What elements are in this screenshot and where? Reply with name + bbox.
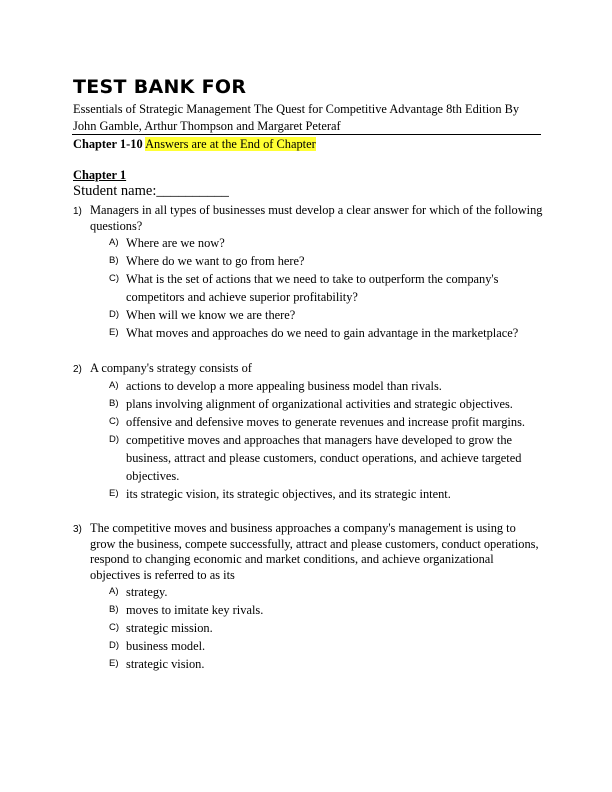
option-text: Where are we now? — [126, 236, 225, 251]
document-title: TEST BANK FOR — [73, 76, 247, 98]
answer-option — [109, 270, 531, 306]
answer-option — [109, 601, 531, 619]
option-letter: B) — [109, 604, 119, 616]
option-text: What is the set of actions that we need to take to outperform the company's competitors and achieve superior profitability? — [126, 272, 499, 305]
option-text: When will we know we are there? — [126, 308, 296, 323]
answer-option — [109, 619, 531, 637]
option-letter: E) — [109, 658, 119, 670]
question-3 — [73, 521, 543, 673]
option-text: strategy. — [126, 585, 168, 600]
option-letter: C) — [109, 622, 120, 634]
header-divider — [72, 134, 541, 135]
option-text: plans involving alignment of organizational activities and strategic objectives. — [126, 396, 513, 411]
option-letter: A) — [109, 379, 119, 391]
answer-option — [109, 431, 531, 485]
answer-option — [109, 306, 531, 324]
question-number: 1) — [73, 206, 82, 217]
question-text: A company's strategy consists of — [90, 361, 252, 375]
option-text: moves to imitate key rivals. — [126, 603, 264, 618]
answer-option — [109, 234, 531, 252]
option-text: actions to develop a more appealing business model than rivals. — [126, 378, 442, 393]
answer-option — [109, 413, 531, 431]
option-letter: C) — [109, 415, 120, 427]
option-text: What moves and approaches do we need to gain advantage in the marketplace? — [126, 326, 519, 341]
question-text: The competitive moves and business approaches a company's management is using to grow the business, compete successfully, attract and please customers, conduct operations, respond to changing economic and market conditions, and achieve organizational objectives is referred to as its — [90, 521, 539, 582]
option-letter: D) — [109, 433, 120, 445]
option-letter: B) — [109, 255, 119, 267]
answer-option — [109, 485, 531, 503]
option-text: competitive moves and approaches that managers have developed to grow the business, attract and please customers, conduct operations, and achieve targeted objectives. — [126, 432, 522, 483]
chapter-heading: Chapter 1 — [73, 168, 127, 182]
option-letter: D) — [109, 309, 120, 321]
answer-note-highlight: Answers are at the End of Chapter — [145, 137, 316, 151]
option-text: its strategic vision, its strategic objectives, and its strategic intent. — [126, 486, 451, 501]
answer-options — [73, 234, 543, 342]
question-number: 3) — [73, 524, 82, 535]
option-text: strategic vision. — [126, 657, 205, 672]
option-letter: C) — [109, 273, 120, 285]
answer-option — [109, 377, 531, 395]
answer-options — [73, 583, 543, 673]
question-1 — [73, 203, 543, 342]
option-text: business model. — [126, 639, 206, 654]
answer-option — [109, 324, 531, 342]
answer-option — [109, 637, 531, 655]
option-letter: A) — [109, 586, 119, 598]
question-number: 2) — [73, 364, 82, 375]
option-text: Where do we want to go from here? — [126, 254, 305, 269]
option-letter: E) — [109, 327, 119, 339]
option-text: offensive and defensive moves to generate revenues and increase profit margins. — [126, 414, 525, 429]
answer-option — [109, 655, 531, 673]
chapter-range-line — [73, 136, 316, 153]
book-subtitle: Essentials of Strategic Management The Quest for Competitive Advantage 8th Edition By John Gamble, Arthur Thompson and Margaret Peteraf — [73, 102, 520, 133]
option-letter: D) — [109, 640, 120, 652]
answer-option — [109, 395, 531, 413]
question-2 — [73, 361, 543, 503]
option-letter: B) — [109, 397, 119, 409]
option-letter: A) — [109, 237, 119, 249]
option-text: strategic mission. — [126, 621, 213, 636]
chapter-range-label: Chapter 1-10 — [73, 137, 143, 151]
answer-options — [73, 377, 543, 503]
student-name-field: Student name:__________ — [73, 183, 229, 199]
question-text: Managers in all types of businesses must develop a clear answer for which of the following questions? — [90, 203, 543, 233]
answer-option — [109, 583, 531, 601]
option-letter: E) — [109, 487, 119, 499]
answer-option — [109, 252, 531, 270]
